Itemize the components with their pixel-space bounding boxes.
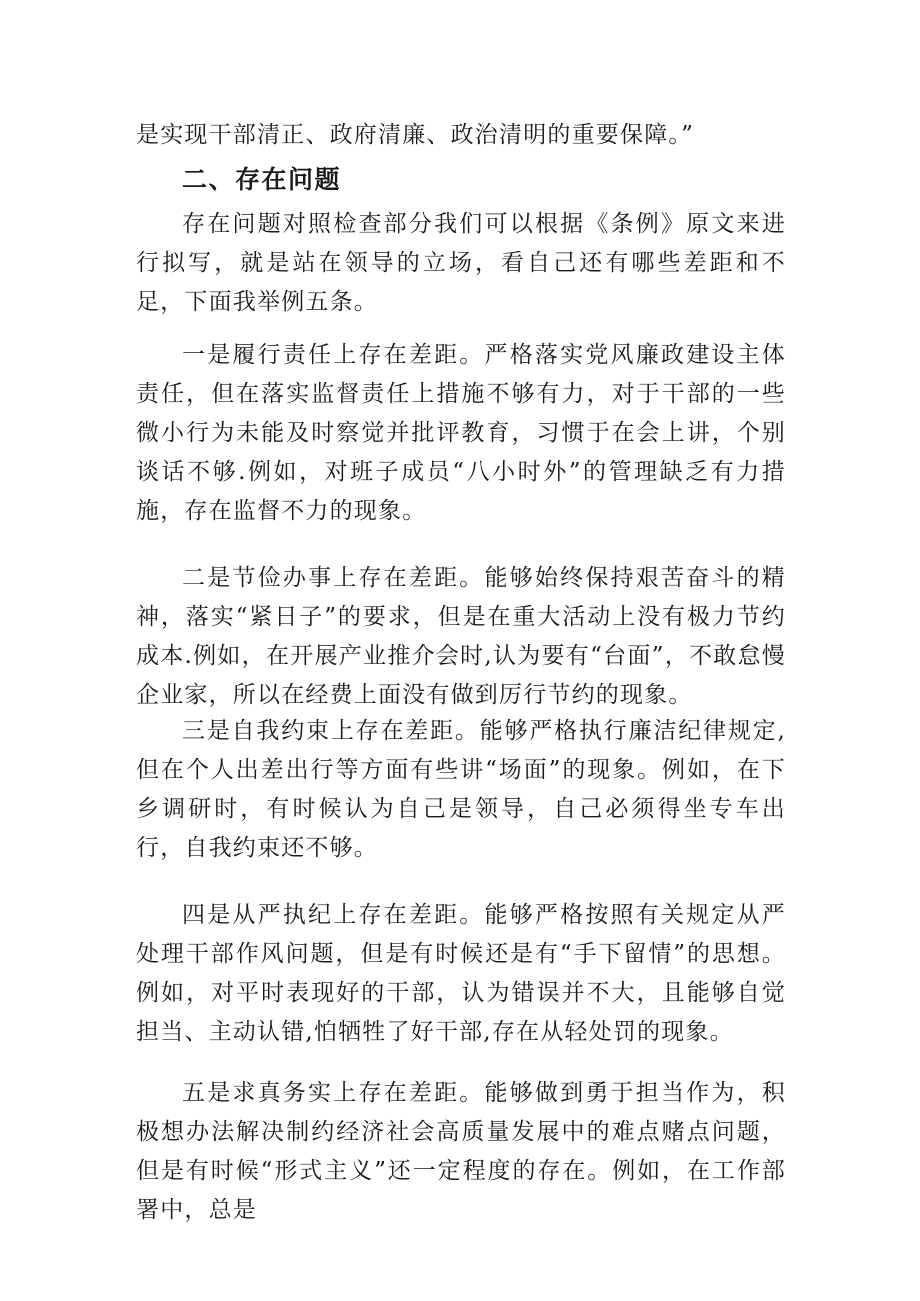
problem-paragraph-1: 一是履行责任上存在差距。严格落实党风廉政建设主体责任，但在落实监督责任上措施不够有力，对于干部的一些微小行为未能及时察觉并批评教育，习惯于在会上讲，个别谈话不够.例如，对班子成员“八小时外”的管理缺乏有力措施，存在监督不力的现象。 [136, 342, 786, 524]
continuation-paragraph: 是实现干部清正、政府清廉、政治清明的重要保障。” [136, 122, 695, 148]
problem-paragraph-2: 二是节俭办事上存在差距。能够始终保持艰苦奋斗的精神，落实“紧日子”的要求，但是在重大活动上没有极力节约成本.例如，在开展产业推介会时,认为要有“台面”，不敢怠慢企业家，所以在经费上面没有做到厉行节约的现象。 [136, 565, 786, 708]
problem-paragraph-3: 三是自我约束上存在差距。能够严格执行廉洁纪律规定,但在个人出差出行等方面有些讲“场面”的现象。例如，在下乡调研时，有时候认为自己是领导，自己必须得坐专车出行，自我约束还不够。 [136, 718, 786, 861]
section-heading: 二、存在问题 [182, 165, 342, 194]
problem-paragraph-5: 五是求真务实上存在差距。能够做到勇于担当作为，积极想办法解决制约经济社会高质量发展中的难点赌点问题，但是有时候“形式主义”还一定程度的存在。例如，在工作部署中，总是 [136, 1080, 786, 1223]
intro-paragraph: 存在问题对照检查部分我们可以根据《条例》原文来进行拟写，就是站在领导的立场，看自己还有哪些差距和不足，下面我举例五条。 [136, 211, 786, 315]
problem-paragraph-4: 四是从严执纪上存在差距。能够严格按照有关规定从严处理干部作风问题，但是有时候还是有“手下留情”的思想。例如，对平时表现好的干部，认为错误并不大，且能够自觉担当、主动认错,怕牺牲了好干部,存在从轻处罚的现象。 [136, 902, 786, 1045]
